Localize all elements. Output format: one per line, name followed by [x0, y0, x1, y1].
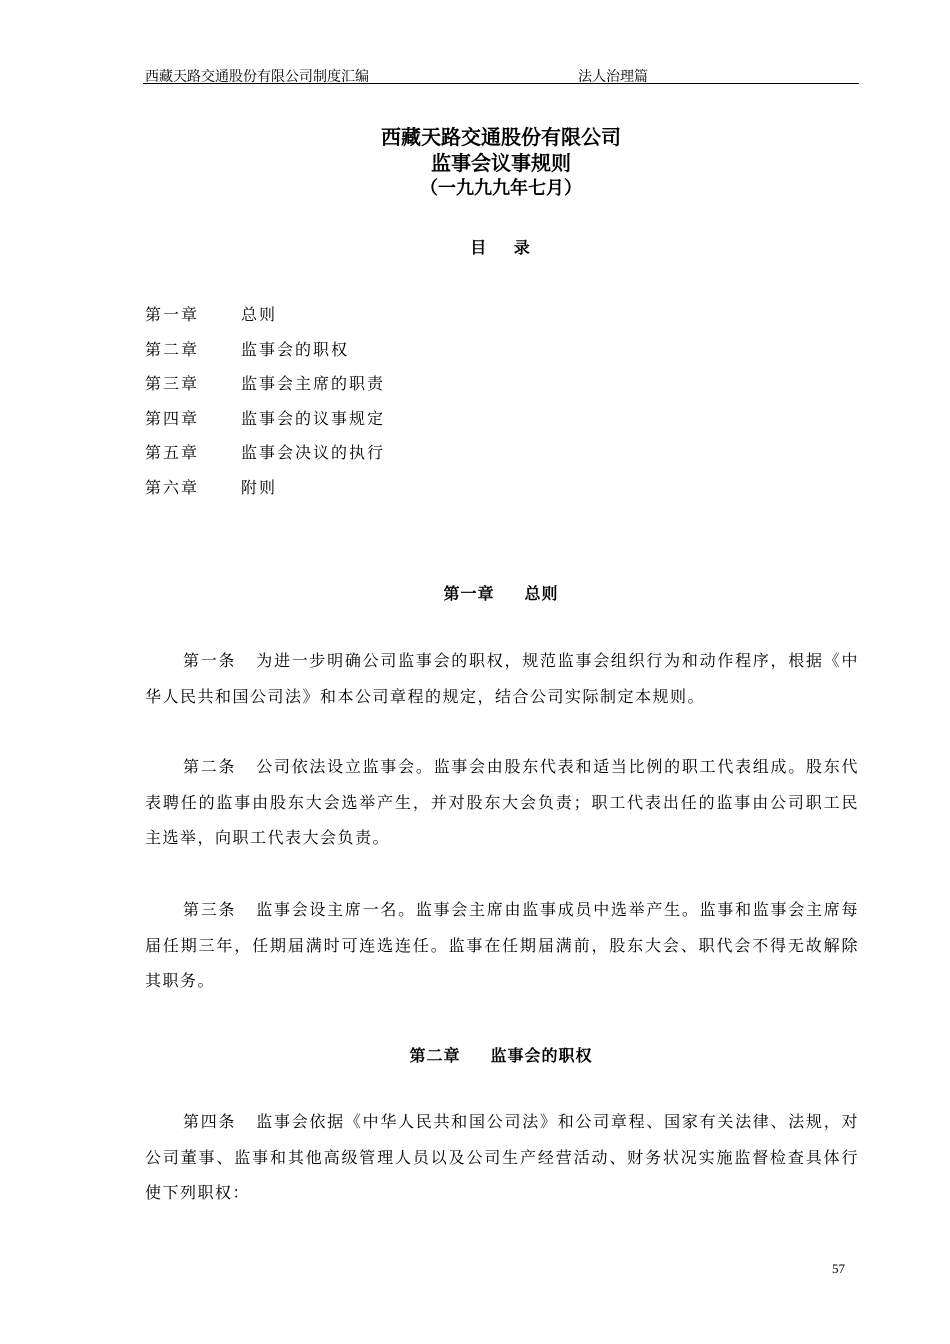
- toc-chapter-number: 第四章: [145, 408, 200, 428]
- article-paragraph: [145, 1104, 859, 1211]
- toc-item: [145, 338, 385, 373]
- article-text: 监事会设主席一名。监事会主席由监事成员中选举产生。监事和监事会主席每届任期三年，任期届满时可连选连任。监事在任期届满前，股东大会、职代会不得无故解除其职务。: [145, 900, 859, 990]
- toc-chapter-number: 第五章: [145, 443, 200, 462]
- article-paragraph: [145, 643, 859, 714]
- article-text: 为进一步明确公司监事会的职权，规范监事会组织行为和动作程序，根据《中华人民共和国公司法》和本公司章程的规定，结合公司实际制定本规则。: [145, 651, 859, 706]
- document-date: （一九九九年七月）: [420, 178, 582, 199]
- toc-chapter-number: 第六章: [145, 477, 200, 497]
- chapter-heading: [143, 581, 859, 604]
- chapter-title: 监事会的职权: [490, 1046, 593, 1065]
- company-name: 西藏天路交通股份有限公司: [381, 125, 621, 149]
- article-number: 第一条: [183, 651, 237, 670]
- chapter-heading: [143, 1043, 859, 1066]
- article-text: 公司依法设立监事会。监事会由股东代表和适当比例的职工代表组成。股东代表聘任的监事由股东大会选举产生，并对股东大会负责；职工代表出任的监事由公司职工民主选举，向职工代表大会负责。: [145, 757, 859, 847]
- toc-item: [145, 303, 385, 338]
- toc-item: [145, 441, 385, 476]
- toc-chapter-title: 附则: [241, 477, 278, 497]
- toc-chapter-title: 总则: [241, 305, 278, 324]
- article-paragraph: [145, 749, 859, 856]
- table-of-contents: [145, 303, 385, 510]
- header-divider: [143, 83, 859, 84]
- article-text: 监事会依据《中华人民共和国公司法》和公司章程、国家有关法律、法规，对公司董事、监事和其他高级管理人员以及公司生产经营活动、财务状况实施监督检查具体行使下列职权：: [145, 1112, 859, 1202]
- toc-chapter-number: 第三章: [145, 374, 200, 393]
- header-section-title: 法人治理篇: [578, 69, 648, 85]
- article-number: 第二条: [183, 757, 237, 776]
- toc-item: [145, 407, 385, 442]
- toc-heading: 目 录: [470, 238, 532, 257]
- toc-chapter-title: 监事会主席的职责: [241, 374, 386, 393]
- document-title: 监事会议事规则: [431, 151, 571, 175]
- article-number: 第四条: [183, 1112, 237, 1131]
- chapter-number: 第一章: [443, 584, 495, 603]
- chapter-title: 总则: [524, 584, 559, 603]
- toc-chapter-number: 第二章: [145, 339, 200, 359]
- toc-chapter-title: 监事会决议的执行: [241, 443, 386, 462]
- chapter-number: 第二章: [409, 1046, 461, 1065]
- article-paragraph: [145, 892, 859, 999]
- toc-chapter-title: 监事会的议事规定: [241, 408, 386, 428]
- article-number: 第三条: [183, 900, 237, 919]
- toc-item: [145, 372, 385, 407]
- toc-chapter-title: 监事会的职权: [241, 339, 350, 359]
- page-number: 57: [832, 1261, 845, 1276]
- toc-item: [145, 476, 385, 511]
- header-collection-title: 西藏天路交通股份有限公司制度汇编: [145, 69, 369, 85]
- toc-chapter-number: 第一章: [145, 305, 200, 324]
